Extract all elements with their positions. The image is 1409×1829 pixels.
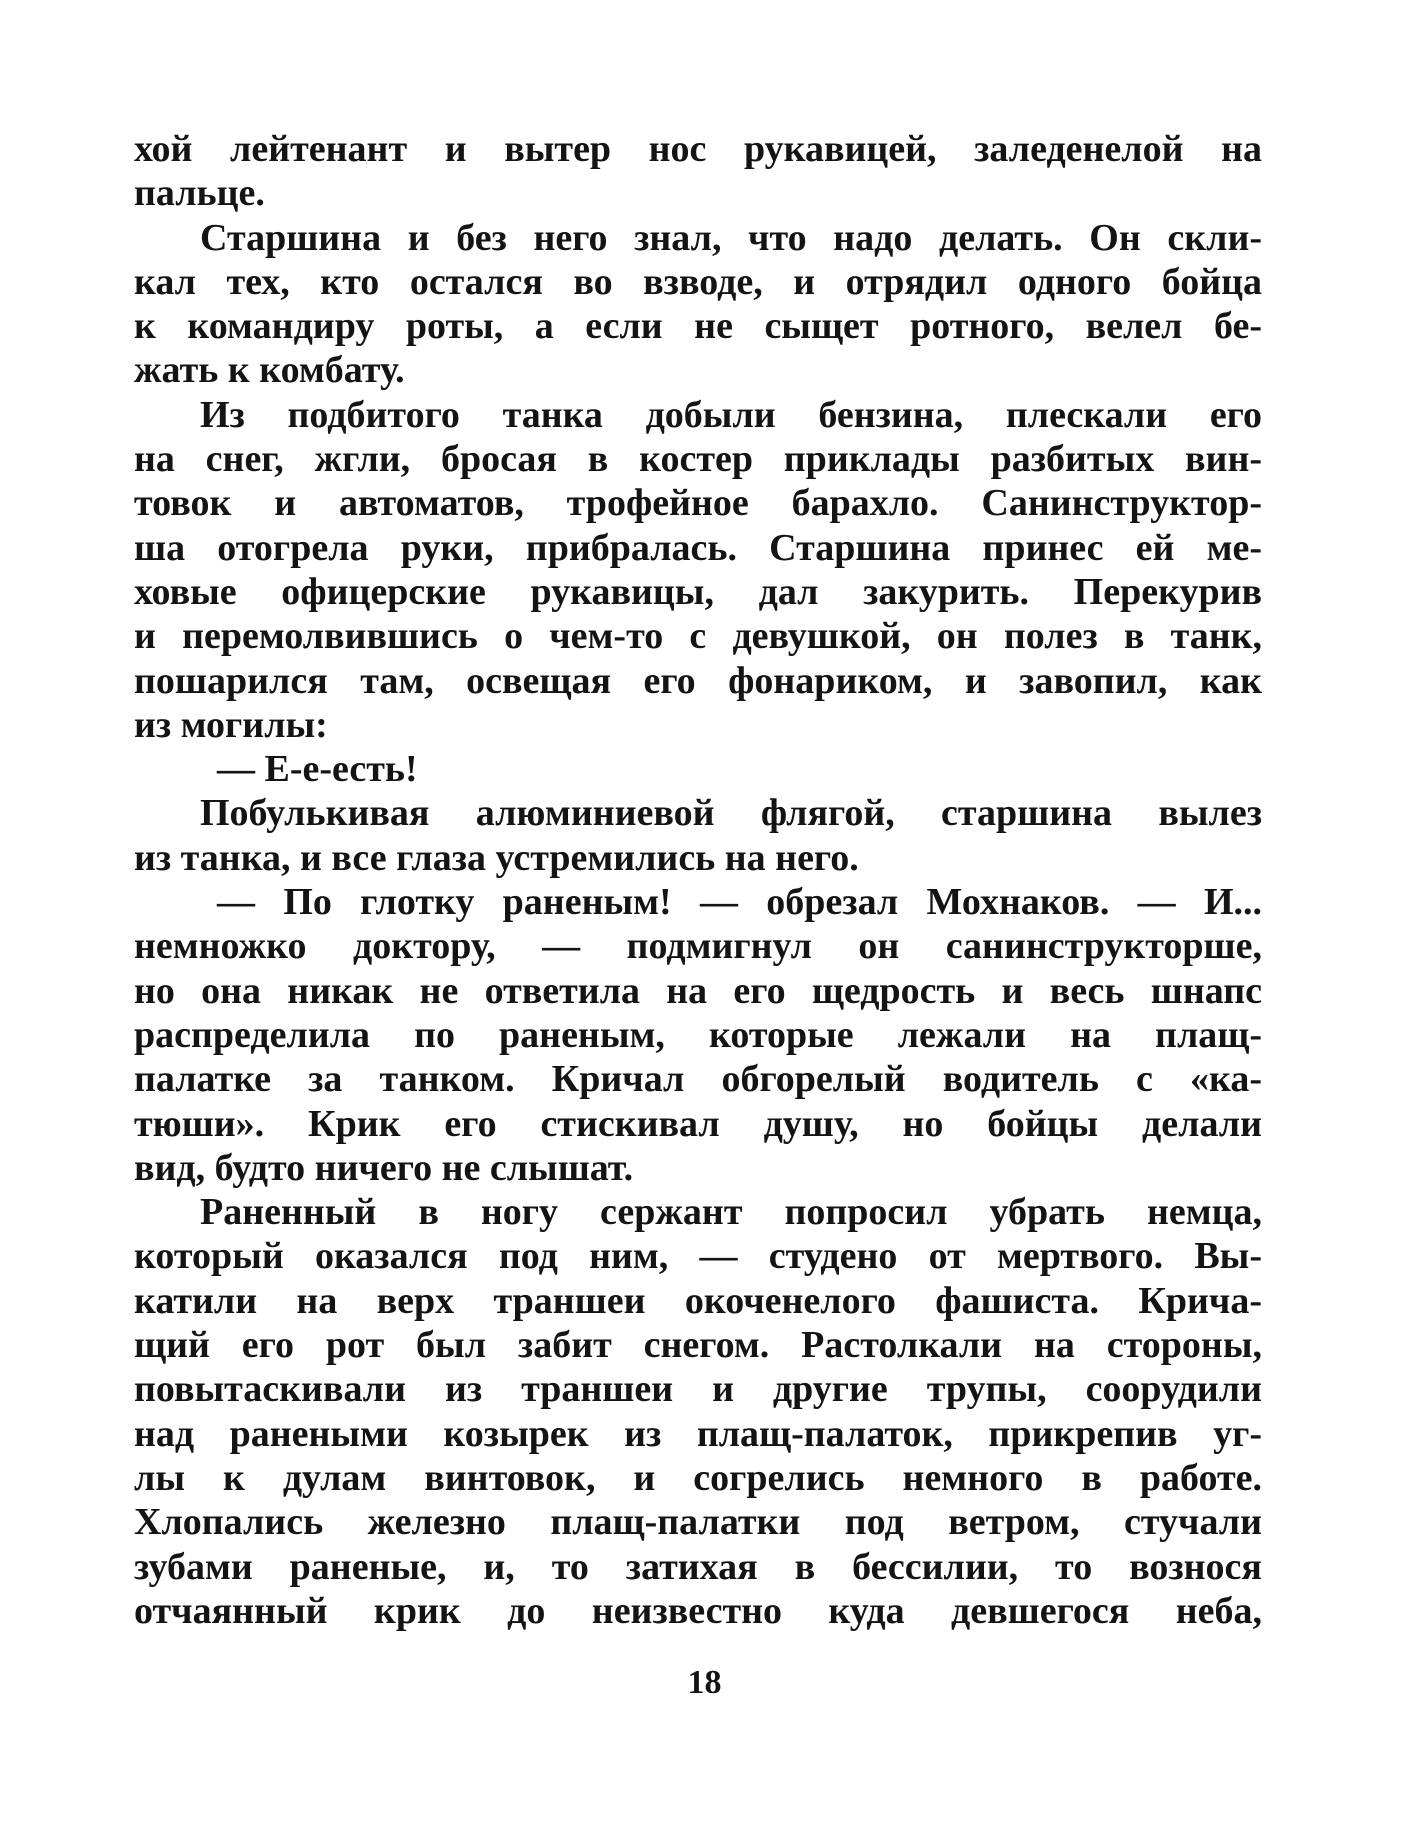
text-line: к командиру роты, а если не сыщет ротного, велел бе- bbox=[134, 305, 1262, 348]
text-line: ша отогрела руки, прибралась. Старшина принес ей ме- bbox=[134, 526, 1262, 569]
dialogue-line: — Е-е-есть! bbox=[217, 748, 418, 791]
text-line: тюши». Крик его стискивал душу, но бойцы делали bbox=[134, 1102, 1262, 1145]
text-line: ховые офицерские рукавицы, дал закурить. Перекурив bbox=[134, 570, 1262, 613]
text-line: катили на верх траншеи окоченелого фашиста. Крича- bbox=[134, 1279, 1262, 1322]
text-line: немножко доктору, — подмигнул он санинструкторше, bbox=[134, 925, 1262, 968]
text-line: жать к комбату. bbox=[134, 349, 405, 392]
text-line: из танка, и все глаза устремились на него. bbox=[134, 836, 859, 879]
text-line: Побулькивая алюминиевой флягой, старшина вылез bbox=[200, 792, 1262, 835]
text-line: на снег, жгли, бросая в костер приклады разбитых вин- bbox=[134, 438, 1262, 481]
text-line: палатке за танком. Кричал обгорелый водитель с «ка- bbox=[134, 1058, 1262, 1101]
text-line: лы к дулам винтовок, и согрелись немного в работе. bbox=[134, 1456, 1262, 1499]
text-line: щий его рот был забит снегом. Растолкали на стороны, bbox=[134, 1324, 1262, 1367]
text-line: Раненный в ногу сержант попросил убрать немца, bbox=[200, 1191, 1262, 1234]
text-line: Из подбитого танка добыли бензина, плескали его bbox=[200, 393, 1262, 436]
text-line: из могилы: bbox=[134, 703, 328, 746]
page-number: 18 bbox=[687, 1664, 722, 1701]
text-line: отчаянный крик до неизвестно куда девшегося неба, bbox=[134, 1589, 1262, 1632]
text-line: над ранеными козырек из плащ-палаток, прикрепив уг- bbox=[134, 1412, 1262, 1455]
dialogue-line: — По глотку раненым! — обрезал Мохнаков. — И... bbox=[217, 881, 1262, 924]
body-text bbox=[134, 127, 1262, 1633]
text-line: и перемолвившись о чем-то с девушкой, он полез в танк, bbox=[134, 615, 1262, 658]
text-line: пошарился там, освещая его фонариком, и завопил, как bbox=[134, 659, 1262, 702]
text-line: хой лейтенант и вытер нос рукавицей, заледенелой на bbox=[134, 128, 1262, 170]
text-line: Хлопались железно плащ-палатки под ветром, стучали bbox=[134, 1501, 1262, 1544]
text-line: который оказался под ним, — студено от мертвого. Вы- bbox=[134, 1235, 1262, 1278]
text-line: повытаскивали из траншеи и другие трупы, соорудили bbox=[134, 1368, 1262, 1411]
text-line: Старшина и без него знал, что надо делать. Он скли- bbox=[200, 216, 1262, 259]
text-line: товок и автоматов, трофейное барахло. Санинструктор- bbox=[134, 482, 1262, 525]
text-line: зубами раненые, и, то затихая в бессилии, то вознося bbox=[134, 1545, 1262, 1588]
text-line: вид, будто ничего не слышат. bbox=[134, 1146, 634, 1189]
text-line: кал тех, кто остался во взводе, и отрядил одного бойца bbox=[134, 260, 1262, 303]
text-line: пальце. bbox=[134, 172, 265, 215]
text-line: но она никак не ответила на его щедрость и весь шнапс bbox=[134, 969, 1262, 1012]
text-line: распределила по раненым, которые лежали на плащ- bbox=[134, 1013, 1262, 1056]
